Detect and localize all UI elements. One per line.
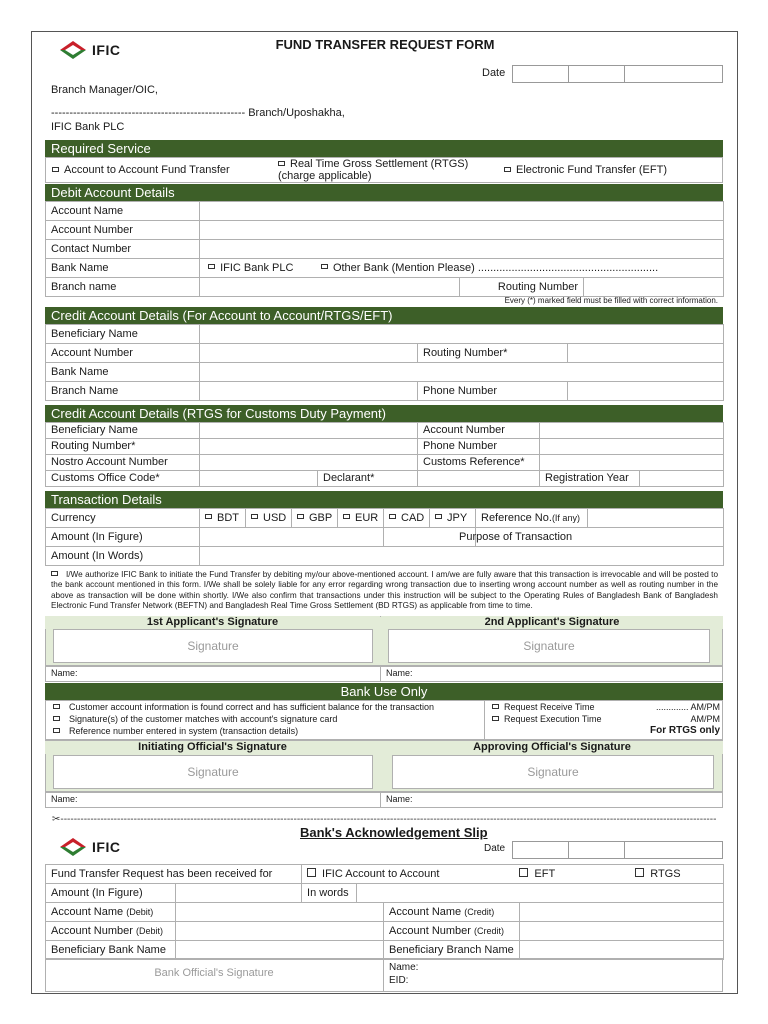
slip-debit-name-input[interactable] — [176, 903, 384, 922]
recipient-branch-line: ----------------------------------------------------- Branch/Uposhakha, — [51, 107, 345, 119]
label-phone-number: Phone Number — [418, 382, 568, 401]
label-customs-account-number: Account Number — [418, 423, 540, 439]
slip-received-for-label: Fund Transfer Request has been received for — [46, 865, 302, 884]
official-name-row — [45, 792, 723, 808]
first-applicant-name-label: Name: — [51, 668, 78, 678]
input-customs-account-number[interactable] — [540, 423, 724, 439]
label-credit-account-number: Account Number — [46, 344, 200, 363]
label-contact-number: Contact Number — [46, 240, 200, 259]
for-rtgs-only: For RTGS only — [650, 725, 720, 736]
bank-use-header: Bank Use Only — [45, 683, 723, 700]
input-credit-routing[interactable] — [568, 344, 724, 363]
label-customs-office: Customs Office Code* — [46, 471, 200, 487]
mandatory-note: Every (*) marked field must be filled with correct information. — [504, 296, 718, 305]
service-rtgs-option[interactable]: Real Time Gross Settlement (RTGS) (charge applicable) — [278, 158, 469, 182]
request-times — [492, 701, 720, 737]
ific-logo-icon — [58, 40, 88, 60]
slip-rtgs-checkbox[interactable] — [635, 868, 644, 877]
label-credit-bank-name: Bank Name — [46, 363, 200, 382]
second-applicant-name-label: Name: — [386, 668, 413, 678]
slip-date-field[interactable] — [512, 841, 723, 859]
input-account-name[interactable] — [200, 202, 724, 221]
applicant-name-row — [45, 666, 723, 682]
input-customs-office[interactable] — [200, 471, 318, 487]
transaction-table — [45, 508, 724, 566]
label-amount-figure: Amount (In Figure) — [46, 528, 200, 547]
slip-credit-name-input[interactable] — [520, 903, 724, 922]
label-account-number: Account Number — [46, 221, 200, 240]
label-credit-branch-name: Branch Name — [46, 382, 200, 401]
official-name-divider — [380, 792, 381, 808]
slip-in-words-input[interactable] — [357, 884, 724, 903]
required-service-row — [45, 157, 723, 183]
credit-account-table — [45, 324, 724, 401]
bank-use-divider — [484, 700, 485, 740]
label-currency: Currency — [46, 509, 200, 528]
ific-bank-checkbox[interactable] — [208, 264, 215, 269]
slip-in-words-label: In words — [302, 884, 357, 903]
slip-credit-number-input[interactable] — [520, 922, 724, 941]
label-customs-beneficiary: Beneficiary Name — [46, 423, 200, 439]
first-applicant-label: 1st Applicant's Signature — [45, 616, 380, 629]
label-customs-routing: Routing Number* — [46, 439, 200, 455]
slip-debit-number-input[interactable] — [176, 922, 384, 941]
input-customs-phone[interactable] — [540, 439, 724, 455]
input-reference-no[interactable] — [588, 509, 724, 528]
slip-beneficiary-branch-label: Beneficiary Branch Name — [384, 941, 520, 960]
currency-cad[interactable]: CAD — [384, 509, 430, 528]
slip-logo-text: IFIC — [92, 839, 121, 855]
currency-gbp[interactable]: GBP — [292, 509, 338, 528]
customs-credit-header: Credit Account Details (RTGS for Customs Duty Payment) — [45, 405, 723, 422]
slip-name-eid — [389, 961, 418, 987]
currency-jpy[interactable]: JPY — [430, 509, 476, 528]
input-phone-number[interactable] — [568, 382, 724, 401]
input-amount-figure[interactable] — [200, 528, 384, 547]
initiating-name-label: Name: — [51, 794, 78, 804]
slip-eft-checkbox[interactable] — [519, 868, 528, 877]
label-reference-no: Reference No.(If any) — [476, 509, 588, 528]
slip-beneficiary-branch-input[interactable] — [520, 941, 724, 960]
bank-checks — [53, 701, 434, 737]
label-bank-name: Bank Name — [46, 259, 200, 278]
input-credit-bank-name[interactable] — [200, 363, 724, 382]
currency-eur[interactable]: EUR — [338, 509, 384, 528]
bank-check-3[interactable]: Reference number entered in system (transaction details) — [53, 725, 434, 737]
input-account-number[interactable] — [200, 221, 724, 240]
approving-official-label: Approving Official's Signature — [381, 741, 723, 754]
slip-ific-logo — [58, 837, 120, 857]
label-account-name: Account Name — [46, 202, 200, 221]
input-beneficiary-name[interactable] — [200, 325, 724, 344]
customs-credit-table — [45, 422, 724, 487]
date-label: Date — [482, 67, 506, 79]
slip-name-label: Name: — [389, 962, 419, 973]
slip-service-options: IFIC Account to Account EFT RTGS — [302, 865, 724, 884]
slip-credit-name-label: Account Name (Credit) — [384, 903, 520, 922]
label-beneficiary-name: Beneficiary Name — [46, 325, 200, 344]
input-credit-branch-name[interactable] — [200, 382, 418, 401]
slip-beneficiary-bank-input[interactable] — [176, 941, 384, 960]
slip-date-label: Date — [484, 843, 506, 854]
slip-account-checkbox[interactable] — [307, 868, 316, 877]
bank-check-2[interactable]: Signature(s) of the customer matches with account's signature card — [53, 713, 434, 725]
input-customs-reference[interactable] — [540, 455, 724, 471]
currency-bdt[interactable]: BDT — [200, 509, 246, 528]
slip-amount-figure-label: Amount (In Figure) — [46, 884, 176, 903]
label-credit-routing: Routing Number* — [418, 344, 568, 363]
approving-signature-box[interactable]: Signature — [392, 755, 714, 789]
input-routing-number[interactable] — [584, 278, 724, 297]
label-routing-number: Routing Number — [460, 278, 584, 297]
date-field[interactable] — [512, 65, 723, 83]
label-customs-reference: Customs Reference* — [418, 455, 540, 471]
input-customs-routing[interactable] — [200, 439, 418, 455]
slip-table — [45, 864, 724, 960]
debit-account-header: Debit Account Details — [45, 184, 723, 201]
initiating-signature-box[interactable]: Signature — [53, 755, 373, 789]
execution-time-row[interactable]: Request Execution Time AM/PM — [492, 713, 720, 725]
service-account-option[interactable]: Account to Account Fund Transfer — [52, 164, 230, 176]
input-nostro[interactable] — [200, 455, 418, 471]
debit-account-table — [45, 201, 724, 297]
scissors-cut-line: ✂----------------------------------------------------------------------------------------------------------------------------------------------------------------------------------------------------- — [52, 814, 717, 825]
other-bank-checkbox[interactable] — [321, 264, 328, 269]
slip-amount-figure-input[interactable] — [176, 884, 302, 903]
first-applicant-signature-box[interactable]: Signature — [53, 629, 373, 663]
input-amount-words[interactable] — [200, 547, 724, 566]
credit-account-header: Credit Account Details (For Account to Account/RTGS/EFT) — [45, 307, 723, 324]
slip-title: Bank's Acknowledgement Slip — [300, 825, 488, 840]
label-registration-year: Registration Year — [540, 471, 640, 487]
label-amount-words: Amount (In Words) — [46, 547, 200, 566]
slip-official-signature[interactable]: Bank Official's Signature — [154, 967, 274, 979]
applicant-name-divider — [380, 666, 381, 682]
receive-time-row[interactable]: Request Receive Time ............. AM/PM — [492, 701, 720, 713]
label-customs-phone: Phone Number — [418, 439, 540, 455]
transaction-header: Transaction Details — [45, 491, 723, 508]
label-nostro: Nostro Account Number — [46, 455, 200, 471]
slip-eid-label: EID: — [389, 975, 409, 986]
authorization-checkbox[interactable] — [51, 571, 58, 576]
input-contact-number[interactable] — [200, 240, 724, 259]
form-title: FUND TRANSFER REQUEST FORM — [275, 37, 495, 52]
authorization-text: I/We authorize IFIC Bank to initiate the Fund Transfer by debiting my/our above-mentioned account. I am/we are fully aware that this transaction is irrevocable and will be posted to the bank account mentioned in this form. I/We shall be solely liable for any error regarding wrong transaction due to inserting wrong account number as well as routing number in the above as transaction will be done within shortly. I/We also confirm that transactions under this instruction will be subject to the Operating Rules of Bangladesh Bank of Bangladesh Electronic Fund Transfer Network (BEFTN) and Bangladesh Real Time Gross Settlement (BD RTGS) as applicable from time to time. — [51, 570, 718, 610]
label-declarant: Declarant* — [318, 471, 418, 487]
currency-usd[interactable]: USD — [246, 509, 292, 528]
slip-beneficiary-bank-label: Beneficiary Bank Name — [46, 941, 176, 960]
slip-debit-number-label: Account Number (Debit) — [46, 922, 176, 941]
bank-check-1[interactable]: Customer account information is found correct and has sufficient balance for the transaction — [53, 701, 434, 713]
input-credit-account-number[interactable] — [200, 344, 418, 363]
slip-debit-name-label: Account Name (Debit) — [46, 903, 176, 922]
recipient-bank: IFIC Bank PLC — [51, 121, 125, 133]
label-branch-name: Branch name — [46, 278, 200, 297]
input-declarant[interactable] — [418, 471, 540, 487]
ific-logo — [58, 40, 120, 60]
label-purpose: Purpose of Transaction — [384, 528, 476, 547]
second-applicant-signature-box[interactable]: Signature — [388, 629, 710, 663]
slip-logo-icon — [58, 837, 88, 857]
bank-name-options: IFIC Bank PLC Other Bank (Mention Please) ........................................................... — [200, 259, 724, 278]
input-registration-year[interactable] — [640, 471, 724, 487]
logo-text: IFIC — [92, 42, 121, 58]
approving-name-label: Name: — [386, 794, 413, 804]
second-applicant-label: 2nd Applicant's Signature — [381, 616, 723, 629]
input-customs-beneficiary[interactable] — [200, 423, 418, 439]
initiating-official-label: Initiating Official's Signature — [45, 741, 380, 754]
slip-signature-divider — [383, 958, 384, 992]
slip-credit-number-label: Account Number (Credit) — [384, 922, 520, 941]
input-branch-name[interactable] — [200, 278, 460, 297]
required-service-header: Required Service — [45, 140, 723, 157]
recipient-line1: Branch Manager/OIC, — [51, 84, 158, 96]
service-eft-option[interactable]: Electronic Fund Transfer (EFT) — [504, 164, 667, 176]
